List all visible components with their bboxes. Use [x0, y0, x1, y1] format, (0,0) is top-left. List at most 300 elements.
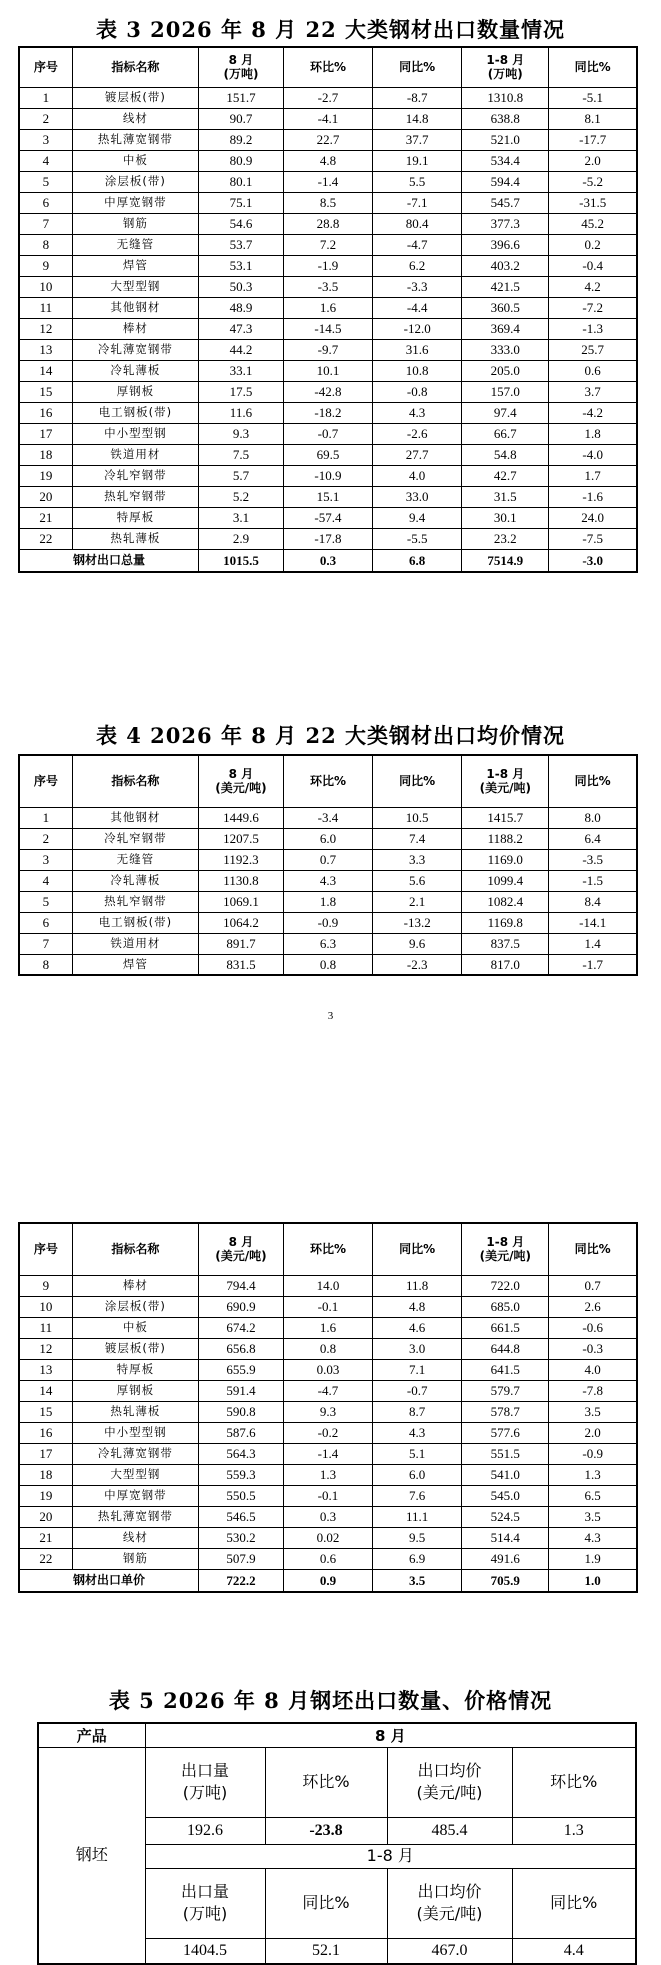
- ytd-yoy: -7.2: [549, 297, 637, 318]
- month-yoy: -12.0: [373, 318, 462, 339]
- ytd-value: 545.7: [462, 192, 549, 213]
- table-row: [19, 1443, 637, 1464]
- month-yoy: 11.8: [373, 1275, 462, 1296]
- table-row: [19, 234, 637, 255]
- ytd-value: 545.0: [462, 1485, 549, 1506]
- header-name: 指标名称: [72, 47, 198, 87]
- month-mom: -3.5: [283, 276, 372, 297]
- table-row: [19, 108, 637, 129]
- month-mom: 10.1: [283, 360, 372, 381]
- month-yoy: -0.7: [373, 1380, 462, 1401]
- month-mom: -1.4: [283, 1443, 372, 1464]
- month-mom: -17.8: [283, 528, 372, 549]
- month-yoy: 9.5: [373, 1527, 462, 1548]
- month-yoy: 11.1: [373, 1506, 462, 1527]
- ytd-value: 577.6: [462, 1422, 549, 1443]
- month-yoy: -3.3: [373, 276, 462, 297]
- row-index: 3: [19, 129, 72, 150]
- total-label: 钢材出口单价: [19, 1569, 199, 1592]
- item-name: 中板: [72, 1317, 198, 1338]
- ytd-value: 369.4: [462, 318, 549, 339]
- header-ytd-label: 1-8 月: [486, 53, 525, 68]
- month-yoy: 5.6: [373, 870, 462, 891]
- table5-month-price: 485.4: [387, 1817, 512, 1844]
- month-yoy: 10.8: [373, 360, 462, 381]
- table5-month-price-header: [387, 1747, 512, 1817]
- row-index: 10: [19, 276, 72, 297]
- total-ytd-yoy: -3.0: [549, 549, 637, 572]
- table-row: [19, 891, 637, 912]
- table-row: [19, 1317, 637, 1338]
- header-ytd: [462, 47, 549, 87]
- ytd-yoy: -5.2: [549, 171, 637, 192]
- table-row: [19, 318, 637, 339]
- table5-month-mom2-header: 环比%: [512, 1747, 636, 1817]
- ytd-yoy: 1.3: [549, 1464, 637, 1485]
- ytd-yoy: -5.1: [549, 87, 637, 108]
- ytd-value: 1169.0: [462, 849, 549, 870]
- month-value: 507.9: [199, 1548, 284, 1569]
- ytd-yoy: 3.5: [549, 1506, 637, 1527]
- ytd-yoy: 4.2: [549, 276, 637, 297]
- month-value: 44.2: [199, 339, 284, 360]
- row-index: 5: [19, 891, 72, 912]
- ytd-yoy: 4.0: [549, 1359, 637, 1380]
- ytd-yoy: 1.7: [549, 465, 637, 486]
- month-value: 655.9: [199, 1359, 284, 1380]
- item-name: 棒材: [72, 318, 198, 339]
- item-name: 中小型型钢: [72, 423, 198, 444]
- header-name: 指标名称: [72, 1223, 198, 1275]
- month-mom: 4.3: [283, 870, 372, 891]
- total-month-value: 722.2: [199, 1569, 284, 1592]
- row-index: 11: [19, 1317, 72, 1338]
- ytd-value: 491.6: [462, 1548, 549, 1569]
- table-row: [19, 129, 637, 150]
- month-mom: -3.4: [283, 807, 372, 828]
- item-name: 厚钢板: [72, 1380, 198, 1401]
- month-value: 794.4: [199, 1275, 284, 1296]
- ytd-value: 837.5: [462, 933, 549, 954]
- item-name: 热轧薄宽钢带: [72, 129, 198, 150]
- month-mom: 28.8: [283, 213, 372, 234]
- header-mom: 环比%: [283, 47, 372, 87]
- month-yoy: 6.2: [373, 255, 462, 276]
- header-month-label: 8 月: [228, 1235, 254, 1250]
- row-index: 15: [19, 381, 72, 402]
- header-ytd-unit: (美元/吨): [479, 1249, 531, 1264]
- item-name: 热轧薄板: [72, 528, 198, 549]
- table-row: [19, 528, 637, 549]
- table5-ytd-qty-header: [145, 1868, 265, 1938]
- row-index: 2: [19, 828, 72, 849]
- month-value: 656.8: [199, 1338, 284, 1359]
- ytd-value: 31.5: [462, 486, 549, 507]
- table3-header-row: [19, 47, 637, 87]
- header-month: [199, 47, 284, 87]
- ytd-value: 377.3: [462, 213, 549, 234]
- table4-header-row: [19, 755, 637, 807]
- item-name: 铁道用材: [72, 444, 198, 465]
- item-name: 冷轧薄板: [72, 360, 198, 381]
- month-mom: 1.8: [283, 891, 372, 912]
- header-ytd-yoy: 同比%: [549, 755, 637, 807]
- header-month: [199, 1223, 284, 1275]
- month-yoy: 5.1: [373, 1443, 462, 1464]
- table5-month-mom-header: 环比%: [265, 1747, 387, 1817]
- ytd-value: 1415.7: [462, 807, 549, 828]
- item-name: 冷轧窄钢带: [72, 828, 198, 849]
- month-value: 33.1: [199, 360, 284, 381]
- item-name: 焊管: [72, 255, 198, 276]
- ytd-yoy: -0.9: [549, 1443, 637, 1464]
- item-name: 冷轧薄板: [72, 870, 198, 891]
- table5-ytd-price-yoy: 4.4: [512, 1938, 636, 1964]
- item-name: 镀层板(带): [72, 87, 198, 108]
- month-mom: 0.8: [283, 1338, 372, 1359]
- ytd-yoy: 1.9: [549, 1548, 637, 1569]
- month-value: 75.1: [199, 192, 284, 213]
- month-value: 590.8: [199, 1401, 284, 1422]
- table5: [37, 1722, 637, 1965]
- ytd-value: 421.5: [462, 276, 549, 297]
- table-row: [19, 1422, 637, 1443]
- ytd-yoy: -1.7: [549, 954, 637, 975]
- ytd-value: 205.0: [462, 360, 549, 381]
- table5-month-subheader-row: [38, 1747, 636, 1817]
- table5-month-mom: -23.8: [265, 1817, 387, 1844]
- row-index: 21: [19, 1527, 72, 1548]
- month-yoy: 4.3: [373, 402, 462, 423]
- qty-unit: (万吨): [182, 1783, 228, 1802]
- month-yoy: 6.9: [373, 1548, 462, 1569]
- table5-month-qty: 192.6: [145, 1817, 265, 1844]
- month-yoy: 27.7: [373, 444, 462, 465]
- row-index: 21: [19, 507, 72, 528]
- table-row: [19, 381, 637, 402]
- header-month-unit: (美元/吨): [215, 1249, 267, 1264]
- month-value: 17.5: [199, 381, 284, 402]
- month-mom: -18.2: [283, 402, 372, 423]
- table-row: [19, 276, 637, 297]
- row-index: 6: [19, 912, 72, 933]
- total-month-mom: 0.3: [283, 549, 372, 572]
- table-row: [19, 1401, 637, 1422]
- month-value: 53.1: [199, 255, 284, 276]
- month-value: 587.6: [199, 1422, 284, 1443]
- month-mom: 69.5: [283, 444, 372, 465]
- month-value: 1069.1: [199, 891, 284, 912]
- month-value: 47.3: [199, 318, 284, 339]
- header-name: 指标名称: [72, 755, 198, 807]
- month-value: 546.5: [199, 1506, 284, 1527]
- month-mom: 0.3: [283, 1506, 372, 1527]
- month-mom: 9.3: [283, 1401, 372, 1422]
- month-mom: 1.6: [283, 1317, 372, 1338]
- qty-label: 出口量: [180, 1882, 229, 1901]
- ytd-value: 66.7: [462, 423, 549, 444]
- month-mom: -1.4: [283, 171, 372, 192]
- month-value: 54.6: [199, 213, 284, 234]
- ytd-value: 641.5: [462, 1359, 549, 1380]
- month-mom: 0.8: [283, 954, 372, 975]
- month-value: 80.1: [199, 171, 284, 192]
- ytd-yoy: -4.0: [549, 444, 637, 465]
- month-value: 1449.6: [199, 807, 284, 828]
- month-mom: 4.8: [283, 150, 372, 171]
- row-index: 16: [19, 1422, 72, 1443]
- qty-unit: (万吨): [182, 1904, 228, 1923]
- row-index: 19: [19, 465, 72, 486]
- ytd-yoy: 1.4: [549, 933, 637, 954]
- table5-month-header: 8 月: [145, 1723, 636, 1747]
- ytd-yoy: 6.5: [549, 1485, 637, 1506]
- ytd-yoy: -1.3: [549, 318, 637, 339]
- row-index: 6: [19, 192, 72, 213]
- table-row: [19, 807, 637, 828]
- month-value: 690.9: [199, 1296, 284, 1317]
- row-index: 8: [19, 234, 72, 255]
- row-index: 13: [19, 1359, 72, 1380]
- month-yoy: 3.0: [373, 1338, 462, 1359]
- month-value: 530.2: [199, 1527, 284, 1548]
- row-index: 5: [19, 171, 72, 192]
- ytd-yoy: 0.6: [549, 360, 637, 381]
- month-yoy: 3.3: [373, 849, 462, 870]
- ytd-yoy: -0.6: [549, 1317, 637, 1338]
- month-yoy: 80.4: [373, 213, 462, 234]
- ytd-yoy: 2.0: [549, 1422, 637, 1443]
- month-value: 1130.8: [199, 870, 284, 891]
- header-month-unit: (万吨): [223, 67, 259, 82]
- item-name: 线材: [72, 108, 198, 129]
- item-name: 无缝管: [72, 234, 198, 255]
- table-row: [19, 1527, 637, 1548]
- item-name: 热轧薄宽钢带: [72, 1506, 198, 1527]
- month-mom: 6.0: [283, 828, 372, 849]
- ytd-yoy: -1.5: [549, 870, 637, 891]
- total-row: [19, 549, 637, 572]
- table-row: [19, 213, 637, 234]
- item-name: 大型型钢: [72, 276, 198, 297]
- ytd-yoy: -4.2: [549, 402, 637, 423]
- header-ytd-label: 1-8 月: [486, 767, 525, 782]
- row-index: 14: [19, 360, 72, 381]
- month-yoy: -4.4: [373, 297, 462, 318]
- row-index: 20: [19, 486, 72, 507]
- table3: [18, 46, 638, 573]
- table-row: [19, 465, 637, 486]
- month-yoy: 5.5: [373, 171, 462, 192]
- month-mom: -0.1: [283, 1296, 372, 1317]
- item-name: 特厚板: [72, 1359, 198, 1380]
- item-name: 棒材: [72, 1275, 198, 1296]
- month-mom: -4.1: [283, 108, 372, 129]
- row-index: 14: [19, 1380, 72, 1401]
- month-mom: 1.6: [283, 297, 372, 318]
- month-value: 559.3: [199, 1464, 284, 1485]
- ytd-yoy: 2.6: [549, 1296, 637, 1317]
- month-mom: 22.7: [283, 129, 372, 150]
- ytd-value: 722.0: [462, 1275, 549, 1296]
- ytd-yoy: -0.3: [549, 1338, 637, 1359]
- row-index: 18: [19, 444, 72, 465]
- month-mom: -57.4: [283, 507, 372, 528]
- month-value: 9.3: [199, 423, 284, 444]
- month-value: 89.2: [199, 129, 284, 150]
- ytd-value: 524.5: [462, 1506, 549, 1527]
- header-month-label: 8 月: [228, 53, 254, 68]
- ytd-value: 685.0: [462, 1296, 549, 1317]
- table4-continued-body: [19, 1275, 637, 1592]
- ytd-value: 644.8: [462, 1338, 549, 1359]
- month-yoy: 33.0: [373, 486, 462, 507]
- ytd-value: 579.7: [462, 1380, 549, 1401]
- month-value: 831.5: [199, 954, 284, 975]
- month-value: 48.9: [199, 297, 284, 318]
- ytd-value: 157.0: [462, 381, 549, 402]
- row-index: 17: [19, 423, 72, 444]
- table5-title: 表 5 2026 年 8 月钢坯出口数量、价格情况: [108, 1688, 553, 1713]
- ytd-value: 551.5: [462, 1443, 549, 1464]
- item-name: 焊管: [72, 954, 198, 975]
- row-index: 20: [19, 1506, 72, 1527]
- table5-ytd-yoy2-header: 同比%: [512, 1868, 636, 1938]
- row-index: 13: [19, 339, 72, 360]
- month-yoy: 7.4: [373, 828, 462, 849]
- item-name: 线材: [72, 1527, 198, 1548]
- table-row: [19, 954, 637, 975]
- month-mom: -14.5: [283, 318, 372, 339]
- row-index: 7: [19, 933, 72, 954]
- row-index: 2: [19, 108, 72, 129]
- ytd-value: 396.6: [462, 234, 549, 255]
- table-row: [19, 933, 637, 954]
- header-ytd: [462, 755, 549, 807]
- table5-product-name: 钢坯: [38, 1747, 145, 1964]
- header-mom: 环比%: [283, 755, 372, 807]
- month-value: 50.3: [199, 276, 284, 297]
- table-row: [19, 912, 637, 933]
- item-name: 铁道用材: [72, 933, 198, 954]
- row-index: 8: [19, 954, 72, 975]
- ytd-value: 30.1: [462, 507, 549, 528]
- ytd-value: 333.0: [462, 339, 549, 360]
- ytd-value: 1169.8: [462, 912, 549, 933]
- month-mom: -0.9: [283, 912, 372, 933]
- table-row: [19, 849, 637, 870]
- month-mom: -2.7: [283, 87, 372, 108]
- ytd-value: 661.5: [462, 1317, 549, 1338]
- table-row: [19, 1296, 637, 1317]
- ytd-yoy: -31.5: [549, 192, 637, 213]
- table5-product-header: 产品: [38, 1723, 145, 1747]
- month-value: 3.1: [199, 507, 284, 528]
- month-yoy: -13.2: [373, 912, 462, 933]
- table-row: [19, 1359, 637, 1380]
- ytd-yoy: -1.6: [549, 486, 637, 507]
- ytd-yoy: 3.7: [549, 381, 637, 402]
- month-yoy: -2.3: [373, 954, 462, 975]
- table5-header-row: [38, 1723, 636, 1747]
- item-name: 大型型钢: [72, 1464, 198, 1485]
- row-index: 12: [19, 318, 72, 339]
- total-row: [19, 1569, 637, 1592]
- ytd-value: 23.2: [462, 528, 549, 549]
- ytd-yoy: 2.0: [549, 150, 637, 171]
- month-yoy: 8.7: [373, 1401, 462, 1422]
- ytd-value: 1082.4: [462, 891, 549, 912]
- table-row: [19, 507, 637, 528]
- month-value: 11.6: [199, 402, 284, 423]
- item-name: 冷轧窄钢带: [72, 465, 198, 486]
- table-row: [19, 1485, 637, 1506]
- table-row: [19, 423, 637, 444]
- item-name: 热轧薄板: [72, 1401, 198, 1422]
- table-row: [19, 1506, 637, 1527]
- row-index: 1: [19, 87, 72, 108]
- item-name: 其他钢材: [72, 807, 198, 828]
- ytd-value: 521.0: [462, 129, 549, 150]
- ytd-yoy: 24.0: [549, 507, 637, 528]
- month-yoy: 6.0: [373, 1464, 462, 1485]
- table5-ytd-yoy: 52.1: [265, 1938, 387, 1964]
- item-name: 热轧窄钢带: [72, 891, 198, 912]
- header-yoy: 同比%: [373, 1223, 462, 1275]
- month-value: 5.2: [199, 486, 284, 507]
- item-name: 冷轧薄宽钢带: [72, 1443, 198, 1464]
- row-index: 16: [19, 402, 72, 423]
- table5-ytd-price-header: [387, 1868, 512, 1938]
- table-row: [19, 828, 637, 849]
- item-name: 中厚宽钢带: [72, 1485, 198, 1506]
- month-value: 1192.3: [199, 849, 284, 870]
- ytd-value: 594.4: [462, 171, 549, 192]
- total-ytd-value: 7514.9: [462, 549, 549, 572]
- total-ytd-yoy: 1.0: [549, 1569, 637, 1592]
- ytd-yoy: -17.7: [549, 129, 637, 150]
- table-row: [19, 297, 637, 318]
- table4-title: 表 4 2026 年 8 月 22 大类钢材出口均价情况: [95, 723, 566, 748]
- month-mom: 6.3: [283, 933, 372, 954]
- month-yoy: -4.7: [373, 234, 462, 255]
- month-yoy: 7.1: [373, 1359, 462, 1380]
- row-index: 4: [19, 150, 72, 171]
- month-yoy: 4.8: [373, 1296, 462, 1317]
- table5-month-price-mom: 1.3: [512, 1817, 636, 1844]
- month-yoy: 7.6: [373, 1485, 462, 1506]
- ytd-yoy: 8.1: [549, 108, 637, 129]
- ytd-yoy: 6.4: [549, 828, 637, 849]
- ytd-yoy: 3.5: [549, 1401, 637, 1422]
- item-name: 特厚板: [72, 507, 198, 528]
- ytd-value: 1188.2: [462, 828, 549, 849]
- ytd-value: 534.4: [462, 150, 549, 171]
- header-month-label: 8 月: [228, 767, 254, 782]
- month-yoy: 9.4: [373, 507, 462, 528]
- item-name: 涂层板(带): [72, 171, 198, 192]
- row-index: 10: [19, 1296, 72, 1317]
- item-name: 冷轧薄宽钢带: [72, 339, 198, 360]
- ytd-yoy: 0.7: [549, 1275, 637, 1296]
- month-value: 5.7: [199, 465, 284, 486]
- ytd-yoy: 25.7: [549, 339, 637, 360]
- month-mom: -9.7: [283, 339, 372, 360]
- ytd-value: 541.0: [462, 1464, 549, 1485]
- row-index: 12: [19, 1338, 72, 1359]
- month-value: 550.5: [199, 1485, 284, 1506]
- month-value: 90.7: [199, 108, 284, 129]
